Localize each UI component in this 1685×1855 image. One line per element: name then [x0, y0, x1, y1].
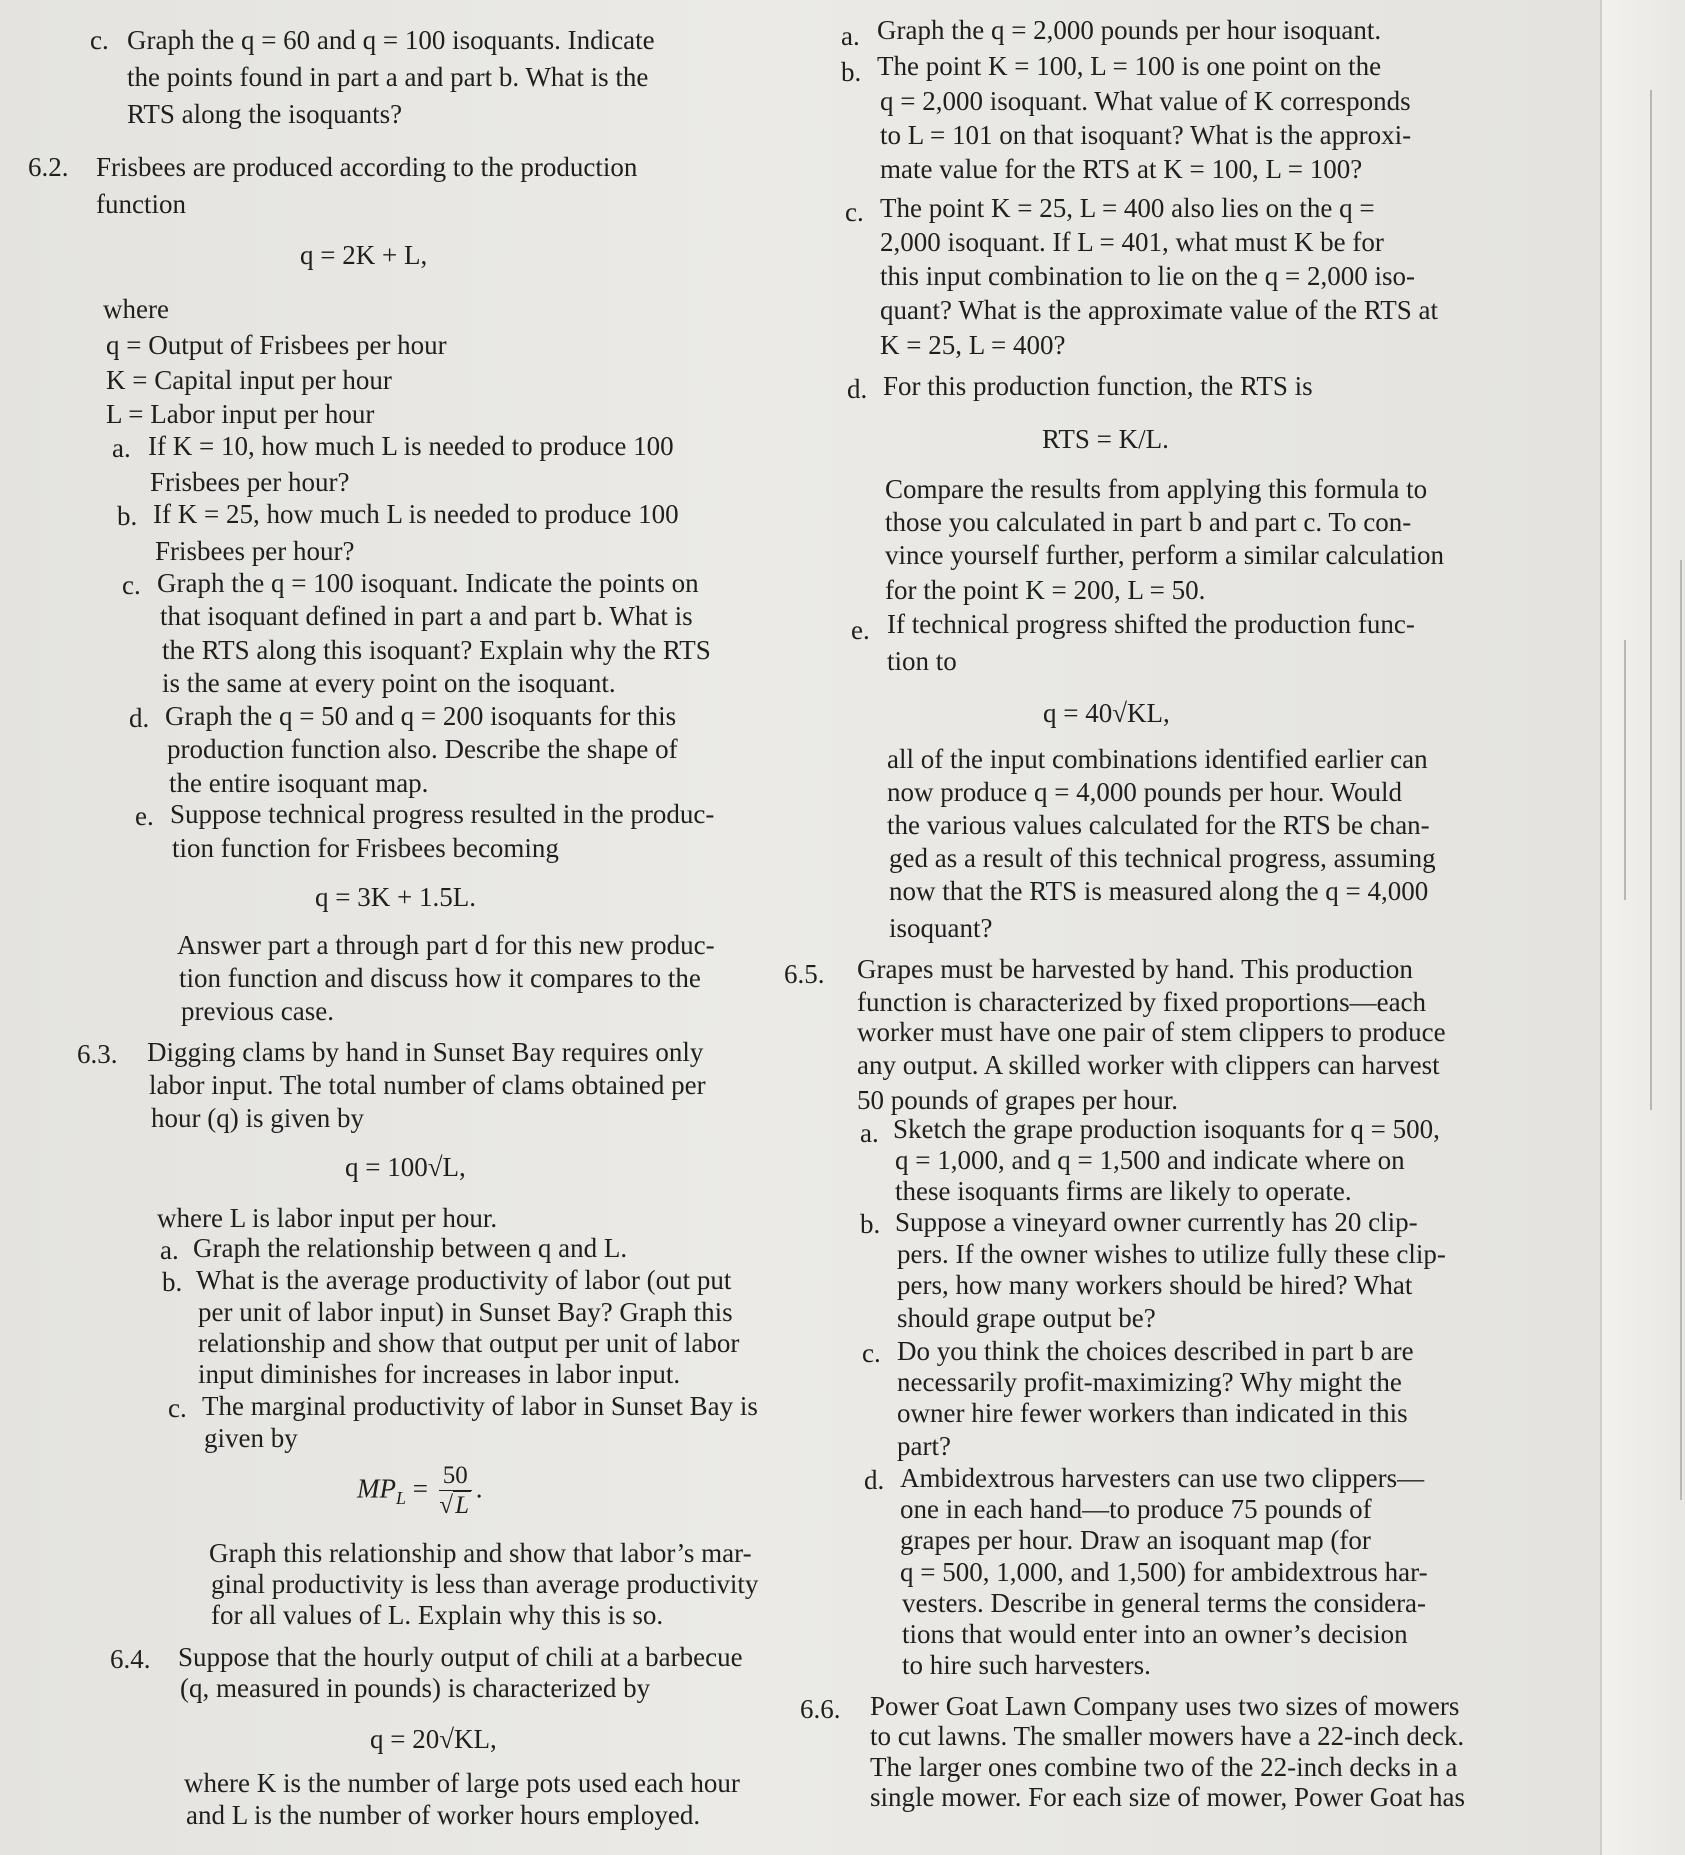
p64e-after: the various values calculated for the RTS be chan- — [887, 810, 1430, 840]
p65b-line: pers, how many workers should be hired? What — [897, 1270, 1413, 1300]
p63-where: where L is labor input per hour. — [157, 1203, 498, 1233]
p65d-line: one in each hand—to produce 75 pounds of — [900, 1494, 1372, 1524]
p62d-line: Graph the q = 50 and q = 200 isoquants for this — [165, 701, 677, 731]
p62c-line: the RTS along this isoquant? Explain why the RTS — [162, 635, 711, 665]
p65-number: 6.5. — [784, 959, 825, 989]
p62-intro: function — [96, 189, 186, 219]
p64c-line: this input combination to lie on the q = 2,000 iso- — [880, 261, 1415, 291]
p62-def: L = Labor input per hour — [106, 399, 375, 429]
p62e-label: e. — [135, 801, 154, 831]
p62b-line: If K = 25, how much L is needed to produce 100 — [153, 499, 679, 529]
page-edge-rule — [1650, 90, 1652, 1110]
p65c-line: owner hire fewer workers than indicated in this — [897, 1398, 1408, 1428]
p63-intro: labor input. The total number of clams obtained per — [149, 1070, 706, 1100]
p65d-line: tions that would enter into an owner’s decision — [902, 1619, 1408, 1649]
p66-intro: single mower. For each size of mower, Power Goat has — [870, 1782, 1466, 1812]
p63a-line: Graph the relationship between q and L. — [193, 1233, 628, 1263]
p64-number: 6.4. — [110, 1644, 151, 1674]
p62d-line: the entire isoquant map. — [169, 768, 429, 798]
p64a-line: Graph the q = 2,000 pounds per hour isoquant. — [877, 15, 1382, 45]
p63-number: 6.3. — [77, 1039, 118, 1069]
p61c-line: Graph the q = 60 and q = 100 isoquants. Indicate — [127, 25, 655, 55]
p66-intro: Power Goat Lawn Company uses two sizes of mowers — [870, 1691, 1460, 1721]
p65-intro: any output. A skilled worker with clippers can harvest — [857, 1050, 1440, 1080]
p65b-label: b. — [860, 1209, 881, 1239]
p66-intro: to cut lawns. The smaller mowers have a 22-inch deck. — [870, 1721, 1465, 1751]
p62e-line: Suppose technical progress resulted in the produc- — [170, 799, 715, 829]
p62e-after: Answer part a through part d for this new produc- — [177, 930, 715, 960]
p63-equation: q = 100√L, — [345, 1152, 466, 1182]
p63b-line: relationship and show that output per unit of labor — [198, 1328, 740, 1358]
p62b-line: Frisbees per hour? — [155, 536, 355, 566]
p63c-after: Graph this relationship and show that labor’s mar- — [209, 1538, 752, 1568]
p65b-line: pers. If the owner wishes to utilize fully these clip- — [897, 1239, 1446, 1269]
p65c-line: Do you think the choices described in part b are — [897, 1336, 1414, 1366]
p64c-line: The point K = 25, L = 400 also lies on the q = — [880, 193, 1375, 223]
p62c-line: Graph the q = 100 isoquant. Indicate the points on — [157, 568, 699, 598]
p63b-line: What is the average productivity of labor (out put — [196, 1265, 732, 1295]
p62-equation: q = 2K + L, — [300, 240, 428, 270]
p62e-after: previous case. — [181, 996, 334, 1026]
p65-intro: Grapes must be harvested by hand. This production — [857, 954, 1413, 984]
p63b-line: per unit of labor input) in Sunset Bay? Graph this — [198, 1297, 733, 1327]
p64d-equation: RTS = K/L. — [1042, 424, 1169, 454]
p62c-line: is the same at every point on the isoquant. — [162, 668, 616, 698]
p65d-label: d. — [864, 1465, 885, 1495]
p64d-after: those you calculated in part b and part c. To con- — [885, 507, 1412, 537]
p64e-line: If technical progress shifted the production func- — [887, 609, 1415, 639]
p63-intro: Digging clams by hand in Sunset Bay requires only — [147, 1037, 704, 1067]
p65-intro: function is characterized by fixed proportions—each — [857, 987, 1427, 1017]
p61c-line: RTS along the isoquants? — [127, 99, 403, 129]
p64d-label: d. — [847, 374, 868, 404]
p64c-line: quant? What is the approximate value of the RTS at — [880, 295, 1438, 325]
p63c-after: ginal productivity is less than average productivity — [211, 1569, 759, 1599]
p65a-line: q = 1,000, and q = 1,500 and indicate where on — [895, 1145, 1405, 1175]
p66-number: 6.6. — [800, 1694, 841, 1724]
p63c-line: given by — [204, 1423, 298, 1453]
p64d-after: for the point K = 200, L = 50. — [885, 575, 1206, 605]
p62a-line: If K = 10, how much L is needed to produce 100 — [148, 431, 674, 461]
p65d-line: grapes per hour. Draw an isoquant map (for — [900, 1525, 1371, 1555]
p62-def: q = Output of Frisbees per hour — [106, 330, 447, 360]
p62c-line: that isoquant defined in part a and part b. What is — [160, 601, 693, 631]
p63c-line: The marginal productivity of labor in Sunset Bay is — [202, 1391, 758, 1421]
p64d-after: vince yourself further, perform a similar calculation — [885, 540, 1444, 570]
p63b-line: input diminishes for increases in labor input. — [198, 1359, 681, 1389]
p64e-after: ged as a result of this technical progress, assuming — [889, 843, 1436, 873]
p65b-line: should grape output be? — [897, 1303, 1156, 1333]
p64e-after: all of the input combinations identified earlier can — [887, 744, 1428, 774]
p64a-label: a. — [841, 21, 860, 51]
p64d-line: For this production function, the RTS is — [883, 371, 1313, 401]
page-edge-rule — [1624, 640, 1626, 900]
p62e-line: tion function for Frisbees becoming — [172, 833, 559, 863]
p63c-after: for all values of L. Explain why this is so. — [211, 1600, 664, 1630]
p62e-equation: q = 3K + 1.5L. — [315, 882, 476, 912]
p65-intro: worker must have one pair of stem clippers to produce — [857, 1017, 1446, 1047]
p62b-label: b. — [117, 501, 138, 531]
p62-where: where — [103, 294, 169, 324]
p64e-line: tion to — [887, 646, 957, 676]
p63a-label: a. — [160, 1235, 179, 1265]
p62d-label: d. — [129, 703, 150, 733]
p65d-line: Ambidextrous harvesters can use two clippers— — [900, 1463, 1425, 1493]
p64c-line: K = 25, L = 400? — [880, 330, 1066, 360]
p64-after: and L is the number of worker hours employed. — [186, 1800, 701, 1830]
p65c-label: c. — [862, 1338, 881, 1368]
p65c-line: part? — [897, 1431, 951, 1461]
p64e-label: e. — [851, 615, 870, 645]
p64e-after: now that the RTS is measured along the q = 4,000 — [889, 876, 1429, 906]
p64b-line: q = 2,000 isoquant. What value of K corresponds — [880, 86, 1411, 116]
p65d-line: q = 500, 1,000, and 1,500) for ambidextrous har- — [900, 1557, 1428, 1587]
p61c-line: the points found in part a and part b. What is the — [127, 62, 649, 92]
p63b-label: b. — [162, 1267, 183, 1297]
p64-intro: Suppose that the hourly output of chili at a barbecue — [178, 1642, 743, 1672]
p61c-label: c. — [90, 25, 109, 55]
p64c-label: c. — [845, 197, 864, 227]
p65a-line: Sketch the grape production isoquants for q = 500, — [893, 1114, 1440, 1144]
p62-intro: Frisbees are produced according to the production — [96, 152, 638, 182]
p64d-after: Compare the results from applying this formula to — [885, 474, 1428, 504]
p63c-mpl-equation: $MP_L$ = $\frac{50}{√L}$ . — [357, 1462, 483, 1519]
p64b-line: mate value for the RTS at K = 100, L = 100? — [880, 154, 1363, 184]
p62e-after: tion function and discuss how it compares to the — [179, 963, 701, 993]
p64b-label: b. — [841, 57, 862, 87]
p62a-line: Frisbees per hour? — [150, 467, 350, 497]
p65a-line: these isoquants firms are likely to operate. — [895, 1176, 1352, 1206]
p65d-line: vesters. Describe in general terms the considera- — [902, 1588, 1427, 1618]
p62-def: K = Capital input per hour — [106, 365, 392, 395]
p63-intro: hour (q) is given by — [151, 1103, 364, 1133]
p64e-equation: q = 40√KL, — [1043, 698, 1170, 728]
p62a-label: a. — [112, 433, 131, 463]
next-page-edge — [1600, 0, 1685, 1855]
page-edge-rule — [1680, 560, 1682, 1500]
p64e-after: isoquant? — [889, 913, 993, 943]
p62d-line: production function also. Describe the shape of — [167, 734, 678, 764]
p65c-line: necessarily profit-maximizing? Why might the — [897, 1367, 1402, 1397]
p66-intro: The larger ones combine two of the 22-inch decks in a — [870, 1752, 1458, 1782]
mpl-fraction: $\frac{50}{√L}$ — [439, 1462, 472, 1521]
p64b-line: to L = 101 on that isoquant? What is the approxi- — [880, 120, 1412, 150]
p65-intro: 50 pounds of grapes per hour. — [857, 1085, 1178, 1115]
p65a-label: a. — [860, 1118, 879, 1148]
p64e-after: now produce q = 4,000 pounds per hour. Would — [887, 777, 1403, 807]
p63c-label: c. — [168, 1393, 187, 1423]
p65b-line: Suppose a vineyard owner currently has 20 clip- — [895, 1207, 1418, 1237]
p64-intro: (q, measured in pounds) is characterized by — [180, 1673, 651, 1703]
p64-after: where K is the number of large pots used each hour — [184, 1768, 740, 1798]
p62c-label: c. — [122, 570, 141, 600]
p64c-line: 2,000 isoquant. If L = 401, what must K be for — [880, 227, 1384, 257]
p64b-line: The point K = 100, L = 100 is one point on the — [877, 51, 1382, 81]
p64-equation: q = 20√KL, — [370, 1724, 497, 1754]
p62-number: 6.2. — [28, 152, 69, 182]
p65d-line: to hire such harvesters. — [902, 1650, 1151, 1680]
